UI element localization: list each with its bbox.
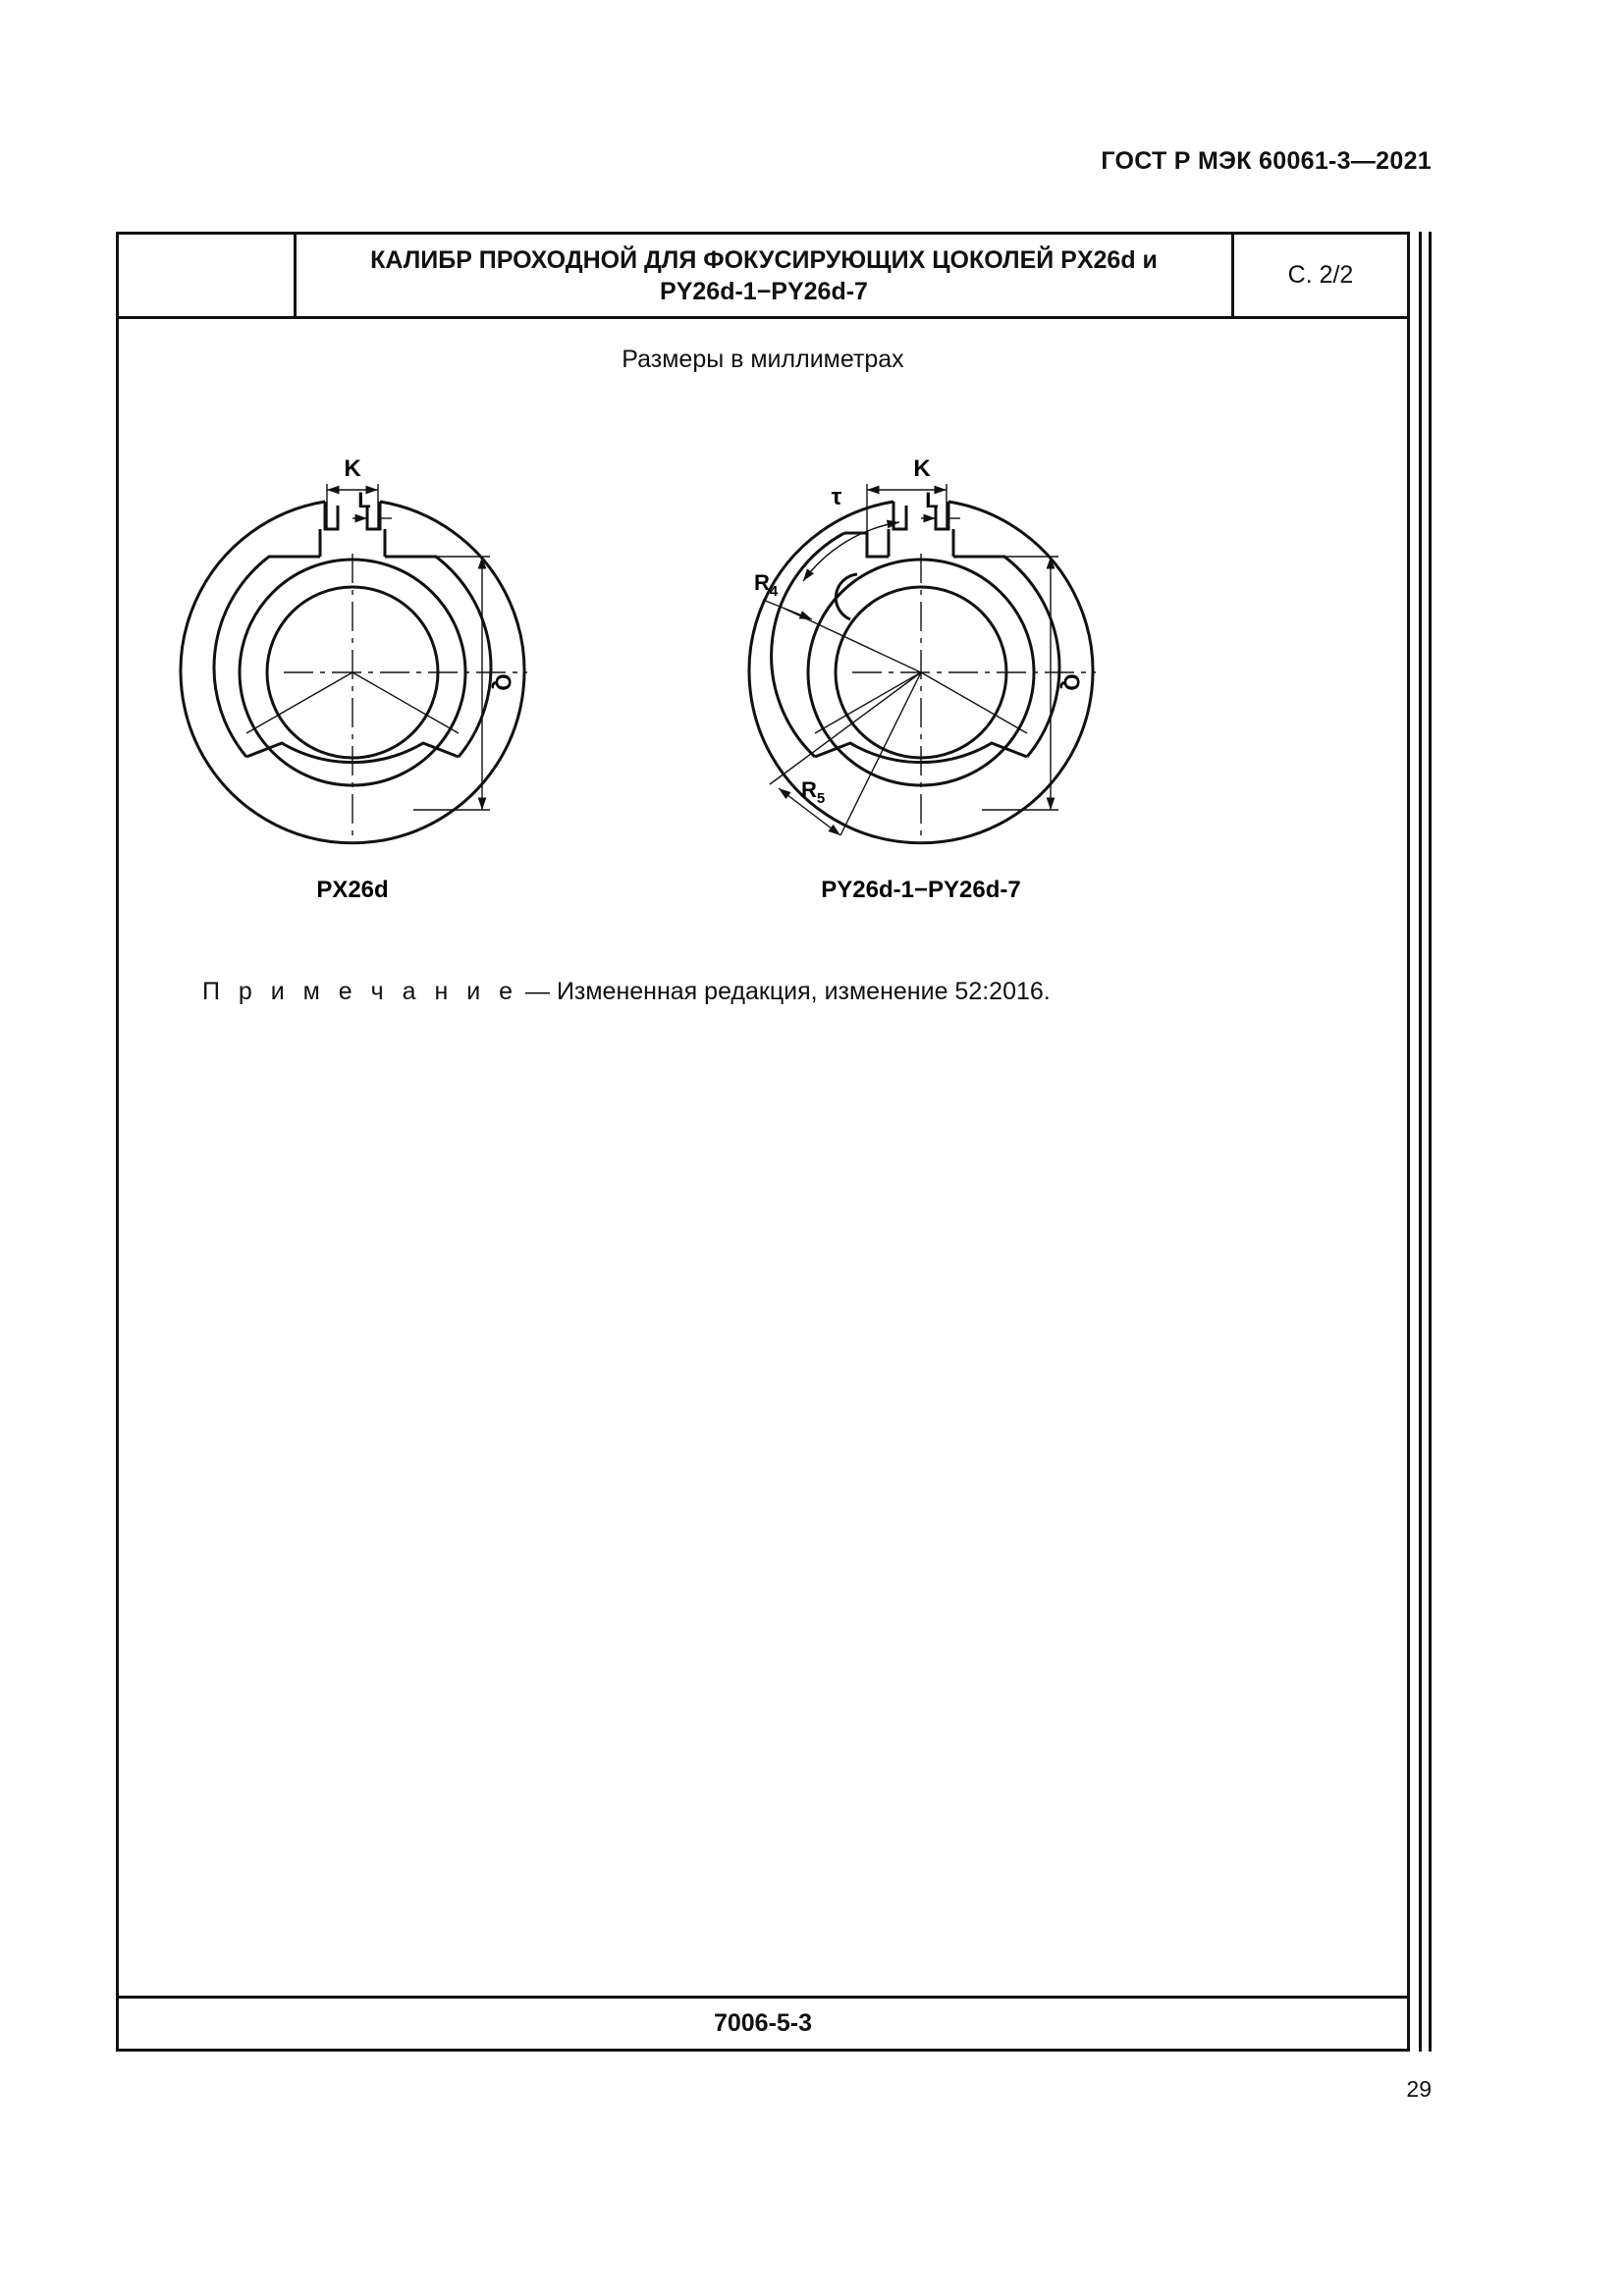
page-number: 29 xyxy=(1406,2076,1432,2102)
dim-r4-letter: R xyxy=(754,570,770,595)
dim-r5-label xyxy=(801,777,825,807)
note-text: — Измененная редакция, изменение 52:2016. xyxy=(518,978,1051,1005)
figure-px26d xyxy=(181,484,527,843)
sheet-footer-code: 7006-5-3 xyxy=(119,1996,1407,2049)
dim-r4-subscript: 4 xyxy=(769,583,779,600)
dim-l-label: L xyxy=(357,488,371,512)
dim-tau-label: τ xyxy=(831,484,842,510)
sheet-note xyxy=(202,978,1051,1006)
dim-r5-subscript: 5 xyxy=(816,790,826,807)
centerlines-py26d xyxy=(852,554,1096,843)
frame-rail-outer xyxy=(1419,232,1422,2052)
dim-k-label-py: K xyxy=(913,455,931,482)
units-note: Размеры в миллиметрах xyxy=(622,346,904,373)
sheet-title-line1: КАЛИБР ПРОХОДНОЙ ДЛЯ ФОКУСИРУЮЩИХ ЦОКОЛЕЙ PX26d и xyxy=(370,245,1158,274)
dim-q-label: Q xyxy=(491,673,515,691)
figure-caption-py26d: PY26d-1−PY26d-7 xyxy=(821,877,1021,903)
gauge-drawings xyxy=(119,235,1407,961)
centerlines-px26d xyxy=(284,554,527,843)
dim-k-label: K xyxy=(344,455,361,482)
standard-sheet-frame xyxy=(116,232,1410,2052)
dim-q-label-py: Q xyxy=(1059,673,1084,691)
frame-rail-outer-2 xyxy=(1429,232,1432,2052)
standard-code: ГОСТ Р МЭК 60061-3—2021 xyxy=(1101,147,1432,175)
sheet-title-line2: PY26d-1−PY26d-7 xyxy=(660,277,868,305)
figure-caption-px26d: PX26d xyxy=(316,877,389,903)
sheet-number: С. 2/2 xyxy=(1287,261,1354,289)
dim-r5-letter: R xyxy=(801,777,817,802)
dim-l-label-py: L xyxy=(925,488,939,512)
note-label: П р и м е ч а н и е xyxy=(202,978,519,1005)
